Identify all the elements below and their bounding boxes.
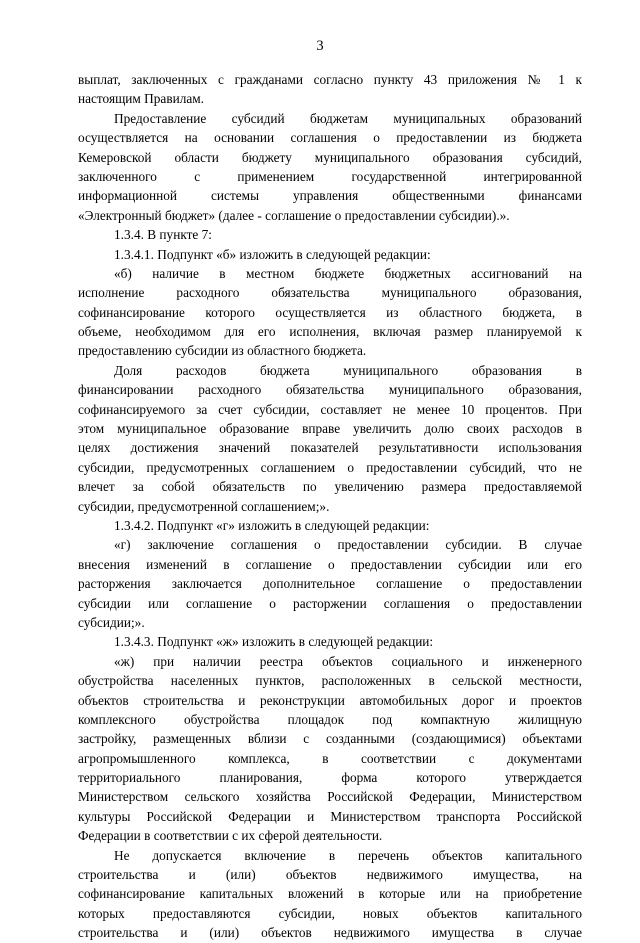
text-line: комплексного обустройства площадок под компактную жилищную — [78, 711, 582, 727]
text-line: целях достижения значений показателей результативности использования — [78, 440, 582, 456]
text-line: информационной системы управления общественными финансами — [78, 188, 582, 204]
text-line: осуществляется на основании соглашения о предоставлении из бюджета — [78, 130, 582, 146]
text-line: Федерации в соответствии с их сферой деятельности. — [78, 828, 383, 844]
text-line: Предоставление субсидий бюджетам муниципальных образований — [114, 110, 582, 126]
text-line: субсидии, предусмотренной соглашением;». — [78, 498, 330, 514]
page-number: 3 — [316, 38, 324, 54]
text-line: которых предоставляются субсидии, новых объектов капитального — [78, 905, 582, 921]
text-line: 1.3.4.1. Подпункт «б» изложить в следующей редакции: — [114, 246, 431, 262]
text-line: 1.3.4.2. Подпункт «г» изложить в следующей редакции: — [114, 517, 430, 533]
text-line: расторжения заключается дополнительное соглашение о предоставлении — [78, 576, 582, 592]
text-line: субсидии;». — [78, 614, 145, 630]
text-line: софинансирование капитальных вложений в которые или на приобретение — [78, 886, 582, 902]
text-line: этом муниципальное образование вправе увеличить долю своих расходов в — [78, 421, 582, 437]
text-line: «ж) при наличии реестра объектов социального и инженерного — [114, 653, 582, 669]
text-line: «б) наличие в местном бюджете бюджетных ассигнований на — [114, 265, 582, 281]
text-line: территориального планирования, форма которого утверждается — [78, 770, 582, 786]
text-line: настоящим Правилам. — [78, 91, 204, 107]
text-line: «г) заключение соглашения о предоставлении субсидии. В случае — [114, 537, 582, 553]
text-line: влечет за собой обязательств по увеличению размера предоставляемой — [78, 479, 582, 495]
text-line: Кемеровской области бюджету муниципального образования субсидий, — [78, 149, 582, 165]
text-line: 1.3.4. В пункте 7: — [114, 227, 212, 243]
text-line: застройку, размещенных вблизи с созданными (создающимися) объектами — [78, 731, 582, 747]
text-line: субсидии, предусмотренных соглашением о предоставлении субсидий, что не — [78, 459, 582, 475]
text-line: культуры Российской Федерации и Министерством транспорта Российской — [78, 808, 582, 824]
text-line: 1.3.4.3. Подпункт «ж» изложить в следующей редакции: — [114, 634, 434, 650]
text-line: Доля расходов бюджета муниципального образования в — [114, 362, 582, 378]
text-line: агропромышленного комплекса, в соответствии с документами — [78, 750, 582, 766]
text-line: исполнение расходного обязательства муниципального образования, — [78, 285, 582, 301]
text-line: Министерством сельского хозяйства Российской Федерации, Министерством — [78, 789, 582, 805]
text-line: объектов строительства и реконструкции автомобильных дорог и проектов — [78, 692, 582, 708]
body-text — [78, 70, 582, 943]
text-line: обустройства населенных пунктов, расположенных в сельской местности, — [78, 673, 582, 689]
text-line: внесения изменений в соглашение о предоставлении субсидии или его — [78, 556, 582, 572]
text-line: субсидии или соглашение о расторжении соглашения о предоставлении — [78, 595, 582, 611]
text-line: выплат, заключенных с гражданами согласно пункту 43 приложения № 1 к — [78, 72, 582, 87]
text-line: объеме, необходимом для его исполнения, включая размер планируемой к — [78, 324, 582, 340]
text-line: строительства и (или) объектов недвижимого имущества в случае — [78, 925, 582, 941]
text-line: финансировании расходного обязательства муниципального образования, — [78, 382, 582, 398]
text-line: софинансирование которого осуществляется из областного бюджета, в — [78, 304, 582, 320]
text-line: Не допускается включение в перечень объектов капитального — [114, 847, 582, 863]
text-line: предоставлению субсидии из областного бюджета. — [78, 343, 367, 359]
text-line: строительства и (или) объектов недвижимого имущества, на — [78, 867, 582, 883]
text-line: «Электронный бюджет» (далее - соглашение о предоставлении субсидии).». — [78, 207, 510, 223]
text-line: софинансируемого за счет субсидии, составляет не менее 10 процентов. При — [78, 401, 582, 417]
text-line: заключенного с применением государственной интегрированной — [78, 168, 582, 184]
